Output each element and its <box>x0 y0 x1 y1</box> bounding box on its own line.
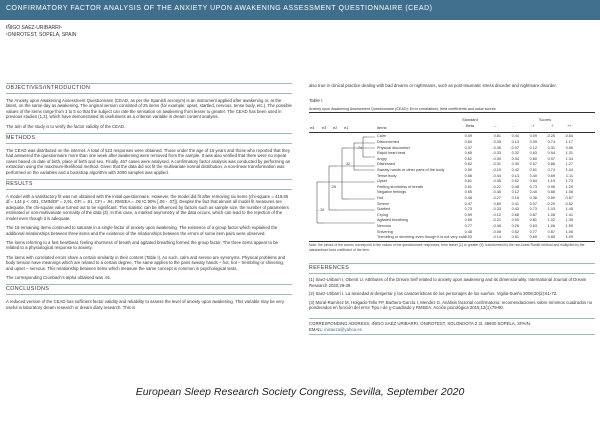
item-label: Calm <box>377 134 386 139</box>
score-value: 1.34 <box>565 156 573 161</box>
score-value: 0.62 <box>511 229 519 234</box>
score-value: 0.69 <box>547 173 555 178</box>
score-value: 0.30 <box>511 162 519 167</box>
score-value: 0.51 <box>511 235 519 240</box>
corr-label-2: .32 <box>345 162 350 167</box>
score-value: 0.69 <box>529 235 537 240</box>
results-paragraph-4: The items with correlated errors share a certain similarity in their content (Table I). As such, calm and serene are synonyms. Physical problems and body tension have meanings which are related to a certain degree. The same applies to the pairs sweaty hands – hot, hot – trembling or shivering, and upset – nervous. This relationship between items which measure the same concept is common in psychological tests. <box>6 254 286 271</box>
items-header: Items <box>377 125 387 131</box>
score-value: 0.87 <box>565 196 573 200</box>
score-head-1: -- <box>494 123 497 129</box>
item-label: Agitated breathing <box>377 218 408 223</box>
score-value: 0.84 <box>529 179 537 184</box>
score-value: -0.15 <box>492 168 501 172</box>
score-value: -0.36 <box>492 145 501 150</box>
table-row <box>309 235 595 241</box>
item-label: Distressed <box>377 162 395 167</box>
conclusions-heading: CONCLUSIONS <box>6 284 292 295</box>
beta-value: 0.60 <box>464 140 472 144</box>
item-label: Sweaty hands or other parts of the body <box>377 168 445 172</box>
score-value: 0.81 <box>529 218 537 223</box>
score-head-2: - <box>513 123 515 129</box>
beta-value: 0.81 <box>464 179 472 184</box>
beta-value: 0.65 <box>464 190 472 195</box>
score-value: 0.07 <box>529 201 537 206</box>
beta-value: 0.61 <box>464 184 472 189</box>
beta-value: 0.48 <box>464 229 472 234</box>
e3-header: e3 <box>322 125 327 131</box>
score-value: -0.25 <box>546 134 555 139</box>
item-label: Rapid heart beat <box>377 151 406 156</box>
score-value: -0.33 <box>492 207 501 212</box>
score-value: 0.80 <box>493 201 501 206</box>
score-value: 1.19 <box>547 179 555 184</box>
score-value: -0.39 <box>492 140 501 144</box>
score-value: 0.85 <box>547 235 555 240</box>
score-value: 1.29 <box>565 184 573 189</box>
left-column <box>6 83 292 314</box>
score-value: 0.97 <box>547 156 555 161</box>
objectives-heading: OBJECTIVES/INTRODUCTION <box>6 83 292 94</box>
score-value: 1.11 <box>565 173 573 178</box>
score-value: 0.87 <box>547 229 555 234</box>
conference-footer: European Sleep Research Society Congress, Sevilla, September 2020 <box>135 386 465 398</box>
score-value: 0.16 <box>511 196 519 200</box>
beta-value: 0.62 <box>464 156 472 161</box>
right-column <box>309 83 595 335</box>
beta-value: 0.37 <box>464 145 472 150</box>
score-value: 1.03 <box>547 207 555 212</box>
beta-value: 0.65 <box>464 218 472 223</box>
beta-value: 0.50 <box>464 168 472 172</box>
reference-3: (3) Moral-Ramírez M, Holgado-Tello FP, Barbero-García I, Mendez G. Análisis factorial confirmatorio: recomendaciones sobre mínimos cuadrados no ponderados en función del error Tipo I de χ-Cuadrado y RMSEA. Acción psicológica 2015;12(1):79-90. <box>309 299 593 311</box>
score-value: -0.21 <box>492 218 501 223</box>
score-value: 1.06 <box>547 224 555 228</box>
score-value: 0.73 <box>529 184 537 189</box>
score-value: 0.44 <box>511 134 519 139</box>
score-value: 0.59 <box>547 196 555 200</box>
score-value: -0.07 <box>510 145 519 150</box>
score-head-4: + <box>551 123 554 129</box>
score-value: 0.40 <box>529 190 537 195</box>
score-value: 0.68 <box>547 190 555 195</box>
results-paragraph-1: A model with a satisfactory fit was not obtained with the initial questionnaire. However, the model did fit after removing six items (chi-square = 419,85 df = 144 p < .001, CMIN/DF = 2,91, GFI = .91, CFI = .94, RMSEA = .06 IC 90% [.06 - .07]). Despite the fact that almost all model fit measures are adequate, the chi-square value turned out to be significant. This statistic can be influenced by factors such as sample size, the number of parameters estimated or non-multivariate normality of the data (3). In this case, a marked asymmetry of the data occurs, which can lead to the rejection of the model even though it is adequate. <box>6 194 289 221</box>
score-head-3: -+ <box>531 123 535 129</box>
author-affiliation: ¹ONIROTEST, SOPELA, SPAIN <box>6 32 77 38</box>
score-value: 0.13 <box>511 140 519 144</box>
score-value: 0.43 <box>511 207 519 212</box>
corr-label-4: -.20 <box>318 208 325 213</box>
score-value: 1.35 <box>565 218 573 223</box>
score-value: 0.12 <box>529 145 537 150</box>
score-value: 0.73 <box>529 207 537 212</box>
score-value: -0.14 <box>492 235 501 240</box>
score-head-5: ++ <box>567 123 572 129</box>
email-label: EMAIL: <box>309 326 324 332</box>
score-value: 0.48 <box>511 184 519 189</box>
score-value: 0.13 <box>511 173 519 178</box>
author-name: IÑIGO SAEZ-URIBARRI¹ <box>6 25 62 31</box>
score-value: 1.41 <box>565 212 573 217</box>
score-value: 1.73 <box>565 179 573 184</box>
score-value: 0.41 <box>511 201 519 206</box>
results-paragraph-3: The items referring to a fast heartbeat, feeling shortness of breath and agitated breathing formed the group factor. The three items appear to be related to a physiological response to anxiety. <box>6 239 278 251</box>
score-value: 1.06 <box>565 229 573 234</box>
references-heading: REFERENCES <box>309 263 595 274</box>
score-value: 1.17 <box>565 140 573 144</box>
score-value: 0.40 <box>529 173 537 178</box>
item-label: Negative feelings <box>377 190 407 195</box>
corr-label-1: .74 <box>357 146 362 151</box>
score-value: 1.59 <box>565 224 573 228</box>
email-link[interactable]: inisaeza@yahoo.es <box>324 326 362 332</box>
score-value: -0.22 <box>492 184 501 189</box>
score-value: 1.02 <box>547 218 555 223</box>
table-note: Note: the values of the scores correspond to the values of the questionnaire responses, from lesser (1) to greater (5), transformed by the non-linear Rankit method and multiplied by the standardised beta coefficient of the item. <box>309 243 585 252</box>
poster-title-bar <box>0 0 600 20</box>
e1-header: e1 <box>344 125 349 131</box>
table-bottom-rule <box>309 241 595 242</box>
conclusions-continued: also true in clinical practice dealing with bad dreams or nightmares, such as post-traumatic stress disorder and nightmare disorder. <box>309 83 557 88</box>
standard-header: Standard <box>462 117 478 123</box>
score-value: 0.12 <box>511 190 519 195</box>
results-paragraph-2: The 19 remaining items continued to saturate in a single factor of anxiety upon awakening. The existence of a group factor which explained the additional relationships between three items and the existence of the relationships between the errors of some item pairs were observed. <box>6 225 278 236</box>
score-value: 0.96 <box>547 184 555 189</box>
score-value: 0.39 <box>529 140 537 144</box>
score-value: 0.52 <box>511 179 519 184</box>
aim-paragraph: The aim of the study is to verify the factor validity of the CEAD. <box>6 123 126 129</box>
score-value: 0.81 <box>493 134 501 139</box>
score-value: 0.74 <box>547 140 555 144</box>
score-value: -0.35 <box>492 179 501 184</box>
item-label: Startled <box>377 207 391 212</box>
beta-value: 0.53 <box>464 235 472 240</box>
beta-value: 0.65 <box>464 151 472 156</box>
author-block <box>6 25 76 39</box>
beta-value: 0.46 <box>464 196 472 200</box>
score-value: -0.31 <box>492 162 501 167</box>
score-value: 1.27 <box>565 162 573 167</box>
score-value: 0.31 <box>547 145 555 150</box>
score-value: -0.27 <box>492 196 501 200</box>
score-value: 0.87 <box>529 212 537 217</box>
score-value: 0.74 <box>547 168 555 172</box>
score-value: 0.36 <box>529 196 537 200</box>
methods-heading: METHODS <box>6 133 292 144</box>
score-value: 1.04 <box>565 168 573 172</box>
beta-value: 0.49 <box>464 134 472 139</box>
correspondence-block <box>309 318 595 335</box>
score-value: -0.08 <box>492 229 501 234</box>
score-value: 0.57 <box>529 162 537 167</box>
score-value: 0.60 <box>529 156 537 161</box>
beta-header: Beta <box>466 123 475 129</box>
results-heading: RESULTS <box>6 179 292 190</box>
item-label: Crying <box>377 212 388 217</box>
score-value: 0.53 <box>511 218 519 223</box>
item-label: Disconcerted <box>377 140 400 144</box>
reference-2: (2) Saez-Uribarri I. La ansiedad al despertar y las características de los personajes de los sueños. Vigilia-Sueño 2008;20(2):61-72. <box>309 291 558 297</box>
results-paragraph-5: The corresponding Cronbach’s alpha obtained was .91. <box>6 274 112 280</box>
score-value: 0.63 <box>529 224 537 228</box>
poster-title: CONFIRMATORY FACTOR ANALYSIS OF THE ANXIETY UPON AWAKENING ASSESSMENT QUESTIONNAIRE (CEAD) <box>6 5 433 12</box>
item-label: Physical discomfort <box>377 145 410 150</box>
corr-label-3: .28 <box>331 185 336 190</box>
score-value: 0.77 <box>529 229 537 234</box>
score-value: 1.31 <box>565 151 573 156</box>
score-value: 0.63 <box>529 151 537 156</box>
cead-table <box>309 113 595 273</box>
score-value: 0.32 <box>511 151 519 156</box>
score-value: 0.68 <box>511 212 519 217</box>
score-value: 0.34 <box>511 156 519 161</box>
table-caption: Table I <box>309 98 323 104</box>
item-label: Tense body <box>377 173 397 178</box>
reference-1: (1) Saez-Uribarri I, Oberst U. Attributes of the Dream Self related to anxiety upon awakening and its dimensionality. International Journal of Dream Research 2020;29-39. <box>309 277 587 288</box>
score-value: -0.46 <box>492 224 501 228</box>
beta-value: 0.77 <box>464 224 472 228</box>
beta-value: 0.47 <box>464 201 472 206</box>
score-value: 1.45 <box>565 207 573 212</box>
score-value: 0.88 <box>547 162 555 167</box>
item-label: Shivering <box>377 229 393 234</box>
conclusions-paragraph: A reduced version of the CEAD has sufficient factor validity and reliability to assess the level of anxiety upon awakening. This variable may be very useful in laboratory dream research or dream diary research. This is <box>6 299 285 310</box>
score-value: 0.26 <box>511 224 519 228</box>
score-value: 0.94 <box>547 151 555 156</box>
score-value: -0.44 <box>492 173 501 178</box>
scores-header: Scores <box>539 117 552 123</box>
correspondence-address: CORRESPONDING ADDRESS: IÑIGO SAEZ URIBARRI, ONIROTEST, SOLONDOTA 2 3I, 48600 SOPELA, SPAIN. <box>309 321 531 327</box>
e4-header: e4 <box>310 125 315 131</box>
beta-value: 0.66 <box>464 173 472 178</box>
objectives-paragraph: The Anxiety upon Awakening Assessment Questionnaire (CEAD, as per the Spanish acronym) is an instrument applied after awakening or, at the latest, on the same day as awakening. The original version consisted of 25 items (for example: upset, startled, nervous, tense body, etc.). The possible values of the items range from 1 to 5 so that the subject can rate the sensation on awakening from lesser to greater. The CEAD has been used in previous studies (1,2), which have demonstrated its usefulness as a criterion variable in dream content analysis. <box>6 98 292 120</box>
e2-header: e2 <box>333 125 338 131</box>
score-value: -0.62 <box>564 201 573 206</box>
score-value: -0.45 <box>492 190 501 195</box>
beta-value: 0.73 <box>464 207 472 212</box>
item-label: Trembling or shivering even though it is not very cold <box>377 235 466 240</box>
score-value: -0.33 <box>492 151 501 156</box>
score-value: 1.06 <box>565 190 573 195</box>
score-value: 1.09 <box>565 235 573 240</box>
score-value: 1.08 <box>547 212 555 217</box>
table-subtitle: Anxiety upon Awakening Assessment Questionnaire (CEAD): Error correlations, beta coefficients and value scores <box>309 107 595 113</box>
beta-value: 0.59 <box>464 212 472 217</box>
item-label: Upset <box>377 179 387 184</box>
score-value: -0.12 <box>492 212 501 217</box>
score-value: 0.09 <box>529 134 537 139</box>
beta-value: 0.62 <box>464 162 472 167</box>
methods-paragraph: The CEAD was distributed on the internet. A total of 523 responses were obtained. Those under the age of 16 years and those who reported that they had answered the questionnaire more than one week after awakening were removed from the sample. It was also verified that there were no repeat cases based on date of birth, place of birth and sex. Finally, 467 cases were analysed. A confirmatory factor analysis was conducted by performing an extraction using the maximum-likelihood method. Given that the data did not fit the multivariate normal distribution, a non-linear transformation was performed on the variables and a bootstrap algorithm with 2000 samples was applied. <box>6 148 291 175</box>
item-label: Serene <box>377 201 390 206</box>
item-label: Hot <box>377 196 383 200</box>
item-label: Angry <box>377 156 387 161</box>
score-value: 0.61 <box>529 168 537 172</box>
score-value: -0.30 <box>492 156 501 161</box>
item-label: Feeling shortness of breath <box>377 184 424 189</box>
score-value: 0.42 <box>511 168 519 172</box>
score-value: 0.56 <box>565 145 573 150</box>
item-label: Nervous <box>377 224 392 228</box>
score-value: -0.25 <box>546 201 555 206</box>
score-value: -0.64 <box>564 134 573 139</box>
